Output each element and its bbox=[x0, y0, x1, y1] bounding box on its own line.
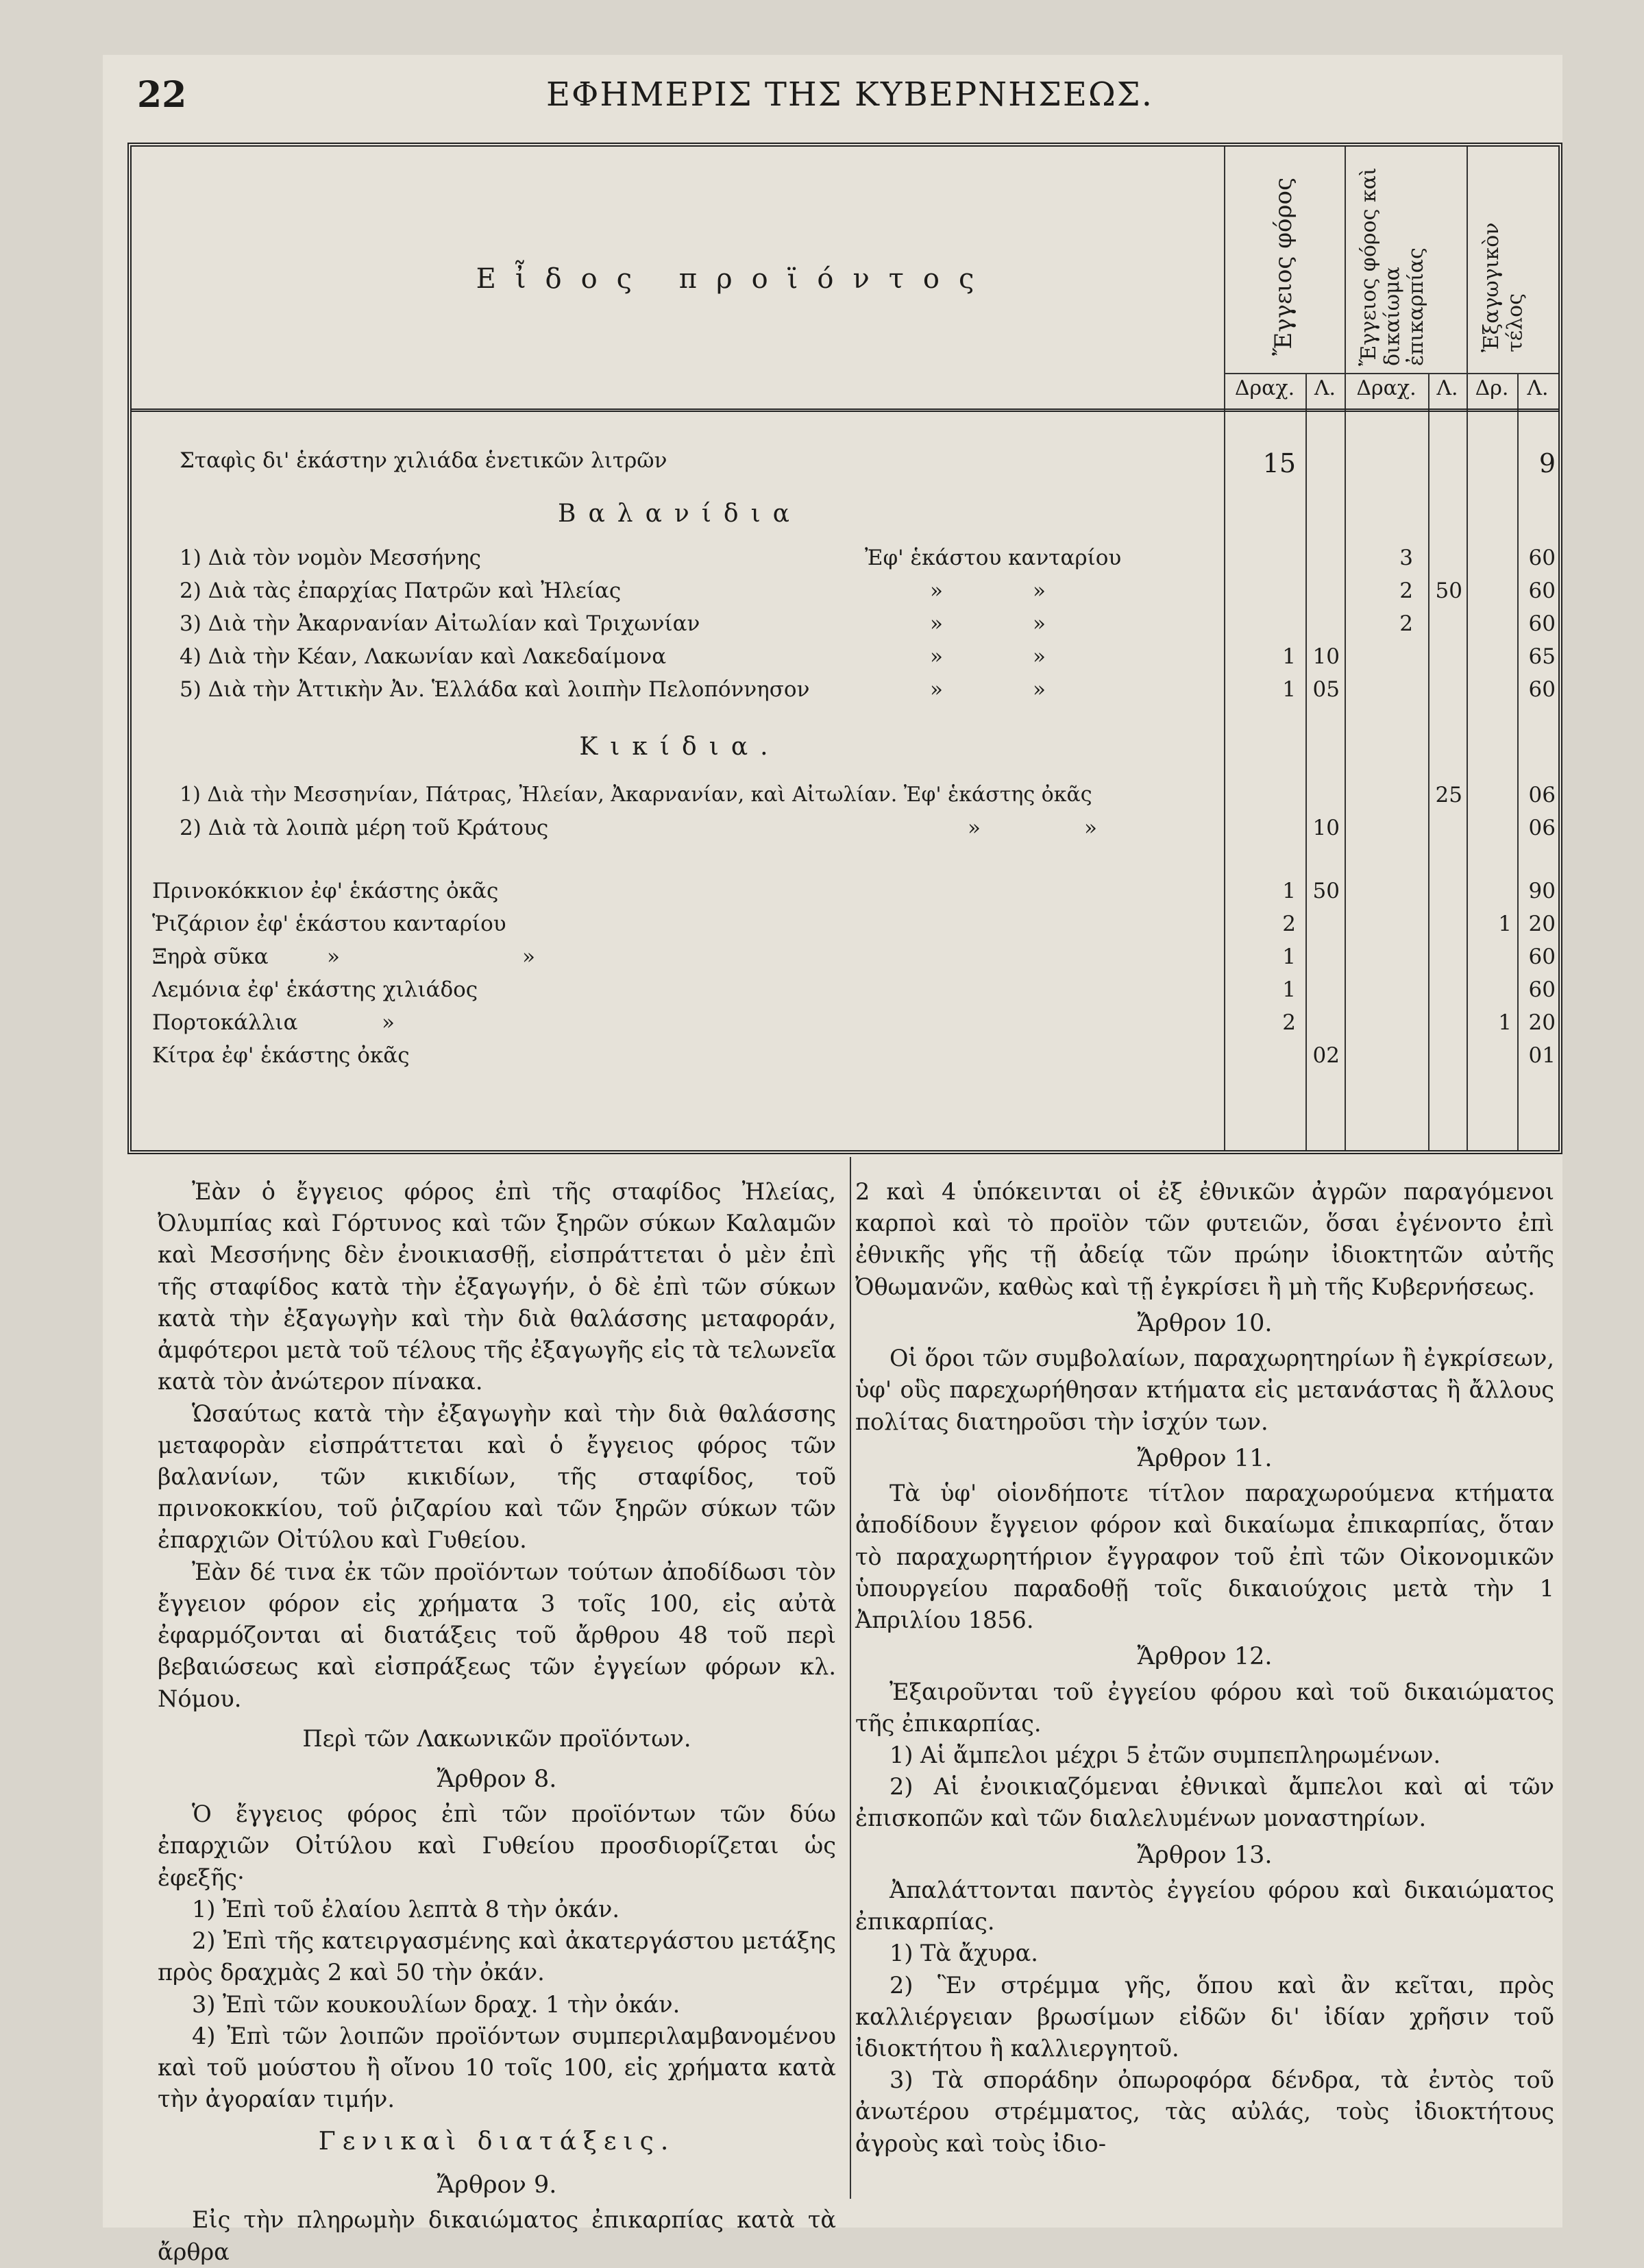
cell-value: 1 bbox=[1282, 677, 1296, 702]
tax-table bbox=[127, 143, 1562, 1154]
cell-value: 1 bbox=[1282, 879, 1296, 903]
cell-value: 50 bbox=[1312, 879, 1340, 903]
land-tax-right-header: Ἔγγειος φόρος καὶ δικαίωμα ἐπικαρπίας bbox=[1357, 167, 1428, 366]
cell-value: 1 bbox=[1282, 944, 1296, 969]
cell-value: 1 bbox=[1282, 977, 1296, 1002]
page-header bbox=[137, 74, 1562, 122]
ditto-mark: » bbox=[930, 677, 943, 702]
cell-value: 60 bbox=[1528, 677, 1556, 702]
land-tax-header: Ἔγγειος φόρος bbox=[1270, 178, 1298, 356]
paragraph: Τὰ ὑφ' οἱονδήποτε τίτλον παραχωρούμενα κτήματα ἀποδίδουν ἔγγειον φόρον καὶ δικαίωμα ἐπικαρπίας, ὅταν τὸ παραχωρητήριον ἔγγραφον τοῦ ἐπὶ τῶν Οἰκονομικῶν ὑπουργείου παραδοθῇ τοῖς δικαιούχοις μετὰ τὴν 1 Ἀπριλίου 1856. bbox=[855, 1480, 1554, 1633]
section-heading: Γενικαὶ διατάξεις. bbox=[318, 2127, 676, 2156]
paragraph: Ἐὰν ὁ ἔγγειος φόρος ἐπὶ τῆς σταφίδος Ἠλείας, Ὀλυμπίας καὶ Γόρτυνος καὶ τῶν ξηρῶν σύκων Καλαμῶν καὶ Μεσσήνης δὲν ἐνοικιασθῇ, εἰσπράττεται ὁ μὲν ἐπὶ τῆς σταφίδος κατὰ τὴν ἐξαγωγήν, ὁ δὲ ἐπὶ τῶν σύκων κατὰ τὴν ἐξαγωγὴν καὶ τὴν διὰ θαλάσσης μεταφοράν, ἀμφότεροι μετὰ τοῦ τέλους τῆς ἐξαγωγῆς εἰς τὰ τελωνεῖα κατὰ τὸν ἀνώτερον πίνακα. bbox=[158, 1178, 836, 1395]
cell-value: 2 bbox=[1399, 578, 1413, 603]
cell-value: 1 bbox=[1498, 912, 1512, 936]
row-label: Πρινοκόκκιον ἐφ' ἑκάστης ὀκᾶς bbox=[152, 879, 499, 903]
table-vrule bbox=[1428, 373, 1430, 1150]
paragraph: Ὁ ἔγγειος φόρος ἐπὶ τῶν προϊόντων τῶν δύω ἐπαρχιῶν Οἰτύλου καὶ Γυθείου προσδιορίζεται ὡς ἐφεξῆς· bbox=[158, 1801, 836, 1891]
cell-value: 06 bbox=[1528, 816, 1556, 840]
cell-value: 02 bbox=[1312, 1043, 1340, 1068]
cell-value: 2 bbox=[1282, 1010, 1296, 1035]
table-header-rule bbox=[132, 409, 1558, 412]
table-vrule bbox=[1305, 373, 1307, 1150]
right-column bbox=[855, 1176, 1554, 2160]
cell-value: 1 bbox=[1282, 644, 1296, 669]
list-item: 3) Τὰ σποράδην ὀπωροφόρα δένδρα, τὰ ἐντὸς τοῦ ἀνωτέρου στρέμματος, τὰς αὐλάς, τοὺς ἰδιοκτήτους ἀγροὺς καὶ τοὺς ἰδιο- bbox=[855, 2066, 1554, 2157]
cell-value: 25 bbox=[1435, 783, 1462, 807]
section-title-acorns: Βαλανίδια bbox=[558, 500, 802, 528]
ditto-mark: » bbox=[1033, 611, 1046, 636]
unit-lepta: Λ. bbox=[1527, 376, 1549, 400]
ditto-mark: » bbox=[1033, 578, 1046, 603]
ditto-mark: » bbox=[930, 611, 943, 636]
paragraph: Εἰς τὴν πληρωμὴν δικαιώματος ἐπικαρπίας κατὰ τὰ ἄρθρα bbox=[158, 2206, 836, 2265]
row-label: 2) Διὰ τὰ λοιπὰ μέρη τοῦ Κράτους bbox=[180, 816, 549, 840]
cell-value: 60 bbox=[1528, 977, 1556, 1002]
unit-lepta: Λ. bbox=[1314, 376, 1336, 400]
list-item: 3) Ἐπὶ τῶν κουκουλίων δραχ. 1 τὴν ὀκάν. bbox=[192, 1990, 680, 2018]
ditto-mark: » bbox=[382, 1010, 395, 1035]
cell-value: 06 bbox=[1528, 783, 1556, 807]
list-item: 2) Ἐπὶ τῆς κατειργασμένης καὶ ἀκατεργάστου μετάξης πρὸς δραχμὰς 2 καὶ 50 τὴν ὀκάν. bbox=[158, 1927, 836, 1986]
section-heading: Περὶ τῶν Λακωνικῶν προϊόντων. bbox=[302, 1724, 691, 1752]
row-label: 1) Διὰ τὴν Μεσσηνίαν, Πάτρας, Ἠλείαν, Ἀκαρνανίαν, καὶ Αἰτωλίαν. Ἐφ' ἑκάστης ὀκᾶς bbox=[180, 783, 1092, 807]
section-title-kikidia: Κικίδια. bbox=[579, 733, 781, 761]
article-heading: Ἄρθρον 13. bbox=[1137, 1841, 1273, 1869]
row-label: Ξηρὰ σῦκα bbox=[152, 944, 269, 969]
cell-value: 20 bbox=[1528, 912, 1556, 936]
row-label: Σταφὶς δι' ἑκάστην χιλιάδα ἑνετικῶν λιτρῶν bbox=[180, 448, 667, 473]
ditto-mark: » bbox=[930, 644, 943, 669]
ditto-mark: » bbox=[930, 578, 943, 603]
row-label: Κίτρα ἐφ' ἑκάστης ὀκᾶς bbox=[152, 1043, 410, 1068]
paragraph: 2 καὶ 4 ὑπόκεινται οἱ ἐξ ἐθνικῶν ἀγρῶν παραγόμενοι καρποὶ καὶ τὸ προϊὸν τῶν φυτειῶν, ὅσαι ἐγένοντο ἐπὶ ἐθνικῆς γῆς τῇ ἀδείᾳ τῶν πρώην ἰδιοκτητῶν αὐτῆς Ὀθωμανῶν, καθὼς καὶ τῇ ἐγκρίσει ἢ μὴ τῆς Κυβερνήσεως. bbox=[855, 1178, 1554, 1300]
paragraph: Ἐξαιροῦνται τοῦ ἐγγείου φόρου καὶ τοῦ δικαιώματος τῆς ἐπικαρπίας. bbox=[855, 1678, 1554, 1737]
cell-value: 2 bbox=[1282, 912, 1296, 936]
paragraph: Ἐὰν δέ τινα ἐκ τῶν προϊόντων τούτων ἀποδίδωσι τὸν ἔγγειον φόρον εἰς χρήματα 3 τοῖς 100, εἰς αὐτὰ ἐφαρμόζονται αἱ διατάξεις τοῦ ἄρθρου 48 τοῦ περὶ βεβαιώσεως καὶ εἰσπράξεως τῶν ἐγγείων φόρων κλ. Νόμου. bbox=[158, 1558, 836, 1712]
cell-value: 60 bbox=[1528, 611, 1556, 636]
cell-value: 90 bbox=[1528, 879, 1556, 903]
page-number: 22 bbox=[137, 74, 187, 116]
row-label: 2) Διὰ τὰς ἐπαρχίας Πατρῶν καὶ Ἠλείας bbox=[180, 578, 622, 603]
cell-value: 2 bbox=[1399, 611, 1413, 636]
row-label: Λεμόνια ἐφ' ἑκάστης χιλιάδος bbox=[152, 977, 478, 1002]
article-heading: Ἄρθρον 12. bbox=[1137, 1643, 1273, 1671]
article-heading: Ἄρθρον 8. bbox=[437, 1765, 557, 1793]
cell-value: 3 bbox=[1399, 546, 1413, 570]
ditto-mark: » bbox=[327, 944, 340, 969]
cell-value: 01 bbox=[1528, 1043, 1556, 1068]
cell-value: 10 bbox=[1312, 816, 1340, 840]
row-label: Πορτοκάλλια bbox=[152, 1010, 298, 1035]
left-column bbox=[158, 1176, 836, 2268]
list-item: 1) Τὰ ἄχυρα. bbox=[890, 1940, 1038, 1967]
cell-value: 20 bbox=[1528, 1010, 1556, 1035]
column-divider bbox=[850, 1157, 851, 2199]
row-label: 5) Διὰ τὴν Ἀττικὴν Ἀν. Ἑλλάδα καὶ λοιπὴν Πελοπόννησον bbox=[180, 677, 810, 702]
row-label: Ῥιζάριον ἐφ' ἑκάστου κανταρίου bbox=[152, 912, 506, 936]
product-header: Εἶδος προϊόντος bbox=[476, 263, 994, 295]
article-heading: Ἄρθρον 9. bbox=[437, 2171, 557, 2199]
list-item: 2) Αἱ ἐνοικιαζόμεναι ἐθνικαὶ ἄμπελοι καὶ αἱ τῶν ἐπισκοπῶν καὶ τῶν διαλελυμένων μοναστηρίων. bbox=[855, 1773, 1554, 1832]
cell-value: 1 bbox=[1498, 1010, 1512, 1035]
cell-value: 10 bbox=[1312, 644, 1340, 669]
row-label: 3) Διὰ τὴν Ἀκαρνανίαν Αἰτωλίαν καὶ Τριχωνίαν bbox=[180, 611, 700, 636]
row-label: 4) Διὰ τὴν Κέαν, Λακωνίαν καὶ Λακεδαίμονα bbox=[180, 644, 667, 669]
cell-value: 05 bbox=[1312, 677, 1340, 702]
row-qualifier: Ἐφ' ἑκάστου κανταρίου bbox=[865, 546, 1122, 570]
unit-lepta: Λ. bbox=[1436, 376, 1458, 400]
cell-value: 50 bbox=[1435, 578, 1462, 603]
unit-drachma: Δρ. bbox=[1475, 376, 1509, 400]
article-heading: Ἄρθρον 11. bbox=[1137, 1444, 1273, 1472]
cell-value: 60 bbox=[1528, 546, 1556, 570]
unit-drachma: Δραχ. bbox=[1356, 376, 1416, 400]
cell-value: 60 bbox=[1528, 578, 1556, 603]
cell-value: 9 bbox=[1538, 448, 1556, 478]
row-label: 1) Διὰ τὸν νομὸν Μεσσήνης bbox=[180, 546, 482, 570]
ditto-mark: » bbox=[1033, 644, 1046, 669]
article-heading: Ἄρθρον 10. bbox=[1137, 1309, 1273, 1337]
ditto-mark: » bbox=[968, 816, 981, 840]
page-title: ΕΦΗΜΕΡΙΣ ΤΗΣ ΚΥΒΕΡΝΗΣΕΩΣ. bbox=[546, 75, 1153, 114]
cell-value: 60 bbox=[1528, 944, 1556, 969]
paragraph: Οἱ ὅροι τῶν συμβολαίων, παραχωρητηρίων ἢ ἐγκρίσεων, ὑφ' οὓς παρεχωρήθησαν κτήματα εἰς μετανάστας ἢ ἄλλους πολίτας διατηροῦσι τὴν ἰσχύν των. bbox=[855, 1345, 1554, 1435]
list-item: 1) Ἐπὶ τοῦ ἐλαίου λεπτὰ 8 τὴν ὀκάν. bbox=[192, 1895, 620, 1923]
cell-value: 15 bbox=[1262, 448, 1296, 478]
paragraph: Ἀπαλάττονται παντὸς ἐγγείου φόρου καὶ δικαιώματος ἐπικαρπίας. bbox=[855, 1876, 1554, 1936]
cell-value: 65 bbox=[1528, 644, 1556, 669]
unit-drachma: Δραχ. bbox=[1234, 376, 1295, 400]
ditto-mark: » bbox=[1033, 677, 1046, 702]
ditto-mark: » bbox=[522, 944, 535, 969]
paragraph: Ὡσαύτως κατὰ τὴν ἐξαγωγὴν καὶ τὴν διὰ θαλάσσης μεταφορὰν εἰσπράττεται καὶ ὁ ἔγγειος φόρος τῶν βαλανίων, τῶν κικιδίων, τῆς σταφίδος, τοῦ πρινοκοκκίου, τοῦ ῥιζαρίου καὶ τῶν ξηρῶν σύκων τῶν ἐπαρχιῶν Οἰτύλου καὶ Γυθείου. bbox=[158, 1400, 836, 1554]
export-duty-header: Ἐξαγωγικὸν τέλος bbox=[1480, 222, 1528, 352]
list-item: 1) Αἱ ἄμπελοι μέχρι 5 ἐτῶν συμπεπληρωμένων. bbox=[890, 1741, 1441, 1768]
ditto-mark: » bbox=[1084, 816, 1097, 840]
list-item: 4) Ἐπὶ τῶν λοιπῶν προϊόντων συμπεριλαμβανομένου καὶ τοῦ μούστου ἢ οἴνου 10 τοῖς 100, εἰς χρήματα κατὰ τὴν ἀγοραίαν τιμήν. bbox=[158, 2022, 836, 2113]
list-item: 2) Ἓν στρέμμα γῆς, ὅπου καὶ ἂν κεῖται, πρὸς καλλιέργειαν βρωσίμων εἰδῶν δι' ἰδίαν χρῆσιν τοῦ ἰδιοκτήτου ἢ καλλιεργητοῦ. bbox=[855, 1971, 1554, 2062]
